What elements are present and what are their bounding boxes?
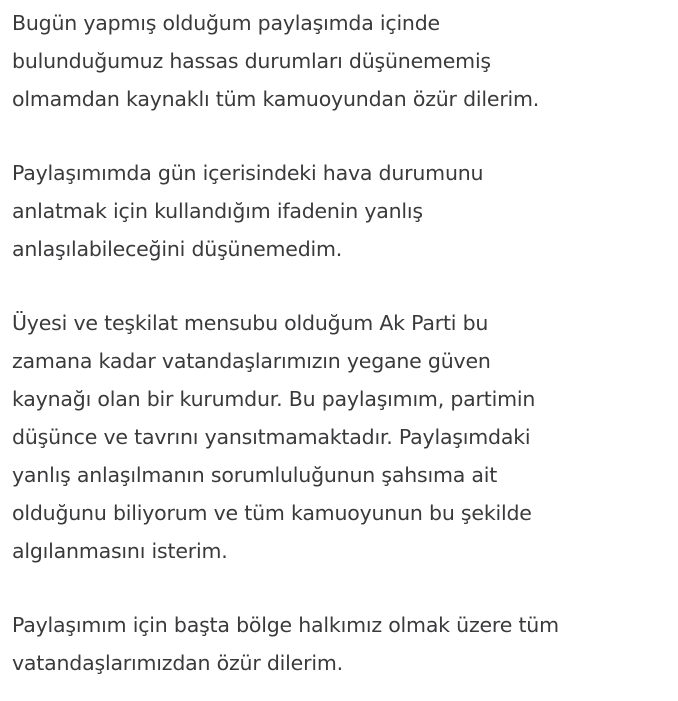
note-text-body <box>12 0 672 682</box>
text-line: bulunduğumuz hassas durumları düşünememiş <box>12 49 491 73</box>
text-line: Paylaşımımda gün içerisindeki hava durumunu <box>12 161 484 185</box>
paragraph-2 <box>12 154 672 268</box>
text-line: zamana kadar vatandaşlarımızın yegane güven <box>12 349 491 373</box>
text-line: düşünce ve tavrını yansıtmamaktadır. Paylaşımdaki <box>12 425 531 449</box>
paragraph-3 <box>12 304 672 570</box>
text-line: olmamdan kaynaklı tüm kamuoyundan özür dilerim. <box>12 87 540 111</box>
paragraph-4 <box>12 606 672 682</box>
paragraph-spacer <box>12 118 672 154</box>
text-line: Üyesi ve teşkilat mensubu olduğum Ak Parti bu <box>12 311 489 335</box>
text-line: yanlış anlaşılmanın sorumluluğunun şahsıma ait <box>12 463 498 487</box>
text-line: anlatmak için kullandığım ifadenin yanlış <box>12 199 423 223</box>
paragraph-1 <box>12 4 672 118</box>
text-line: olduğunu biliyorum ve tüm kamuoyunun bu şekilde <box>12 501 532 525</box>
text-line: algılanmasını isterim. <box>12 539 228 563</box>
text-line: anlaşılabileceğini düşünemedim. <box>12 237 343 261</box>
text-line: Paylaşımım için başta bölge halkımız olmak üzere tüm <box>12 613 559 637</box>
text-line: Bugün yapmış olduğum paylaşımda içinde <box>12 11 440 35</box>
paragraph-spacer <box>12 570 672 606</box>
paragraph-spacer <box>12 268 672 304</box>
text-line: kaynağı olan bir kurumdur. Bu paylaşımım, partimin <box>12 387 536 411</box>
text-line: vatandaşlarımızdan özür dilerim. <box>12 651 343 675</box>
